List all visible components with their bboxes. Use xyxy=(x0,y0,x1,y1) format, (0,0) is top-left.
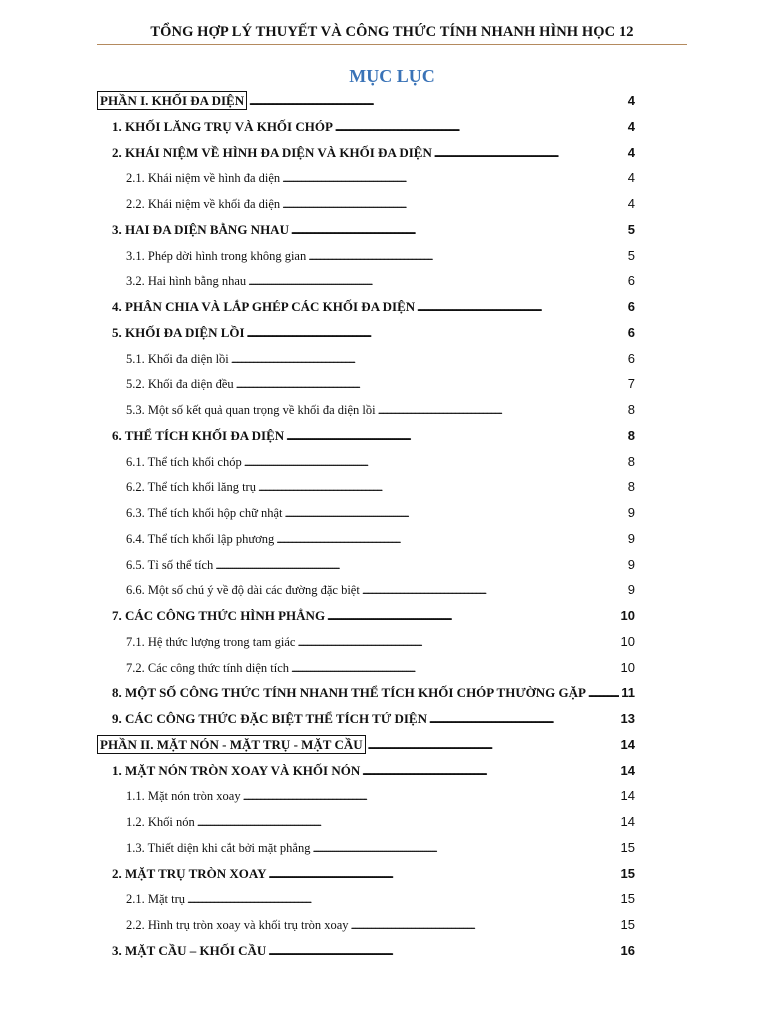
toc-section-entry[interactable] xyxy=(112,761,635,781)
toc-leader-dots xyxy=(351,915,619,935)
toc-leader-dots xyxy=(236,374,626,394)
toc-page-number: 15 xyxy=(620,917,635,932)
toc-leader-dots xyxy=(258,477,626,497)
toc-subsection-entry[interactable] xyxy=(126,400,635,420)
toc-entry-label: 2. MẶT TRỤ TRÒN XOAY xyxy=(112,865,267,881)
toc-entry-label: 6.3. Thể tích khối hộp chữ nhật xyxy=(126,506,283,520)
toc-entry-label: 1.2. Khối nón xyxy=(126,815,195,829)
toc-entry-label: 7. CÁC CÔNG THỨC HÌNH PHẲNG xyxy=(112,608,326,623)
toc-page-number: 8 xyxy=(627,453,635,469)
toc-subsection-entry[interactable] xyxy=(126,246,635,266)
toc-leader-dots xyxy=(248,271,626,291)
toc-section-entry[interactable] xyxy=(112,941,635,961)
toc-leader-dots xyxy=(285,503,626,523)
toc-leader-dots xyxy=(368,735,619,755)
toc-entry-label: 8. MỘT SỐ CÔNG THỨC TÍNH NHANH THỂ TÍCH KHỐI CHÓP THƯỜNG GẶP xyxy=(112,685,586,701)
toc-subsection-entry[interactable] xyxy=(126,555,635,575)
toc-page-number: 5 xyxy=(627,221,635,237)
toc-page-number: 15 xyxy=(620,839,635,855)
toc-entry-label: 3.1. Phép dời hình trong không gian xyxy=(126,248,307,263)
toc-page-number: 10 xyxy=(620,608,635,623)
toc-entry-label: 2. KHÁI NIỆM VỀ HÌNH ĐA DIỆN VÀ KHỐI ĐA DIỆN xyxy=(112,144,432,160)
toc-leader-dots xyxy=(297,632,618,652)
toc-page-number: 9 xyxy=(627,530,635,546)
toc-entry-label: 1.1. Mặt nón tròn xoay xyxy=(126,789,241,804)
toc-leader-dots xyxy=(282,194,626,214)
toc-leader-dots xyxy=(429,709,619,729)
toc-section-entry[interactable] xyxy=(112,683,635,703)
toc-leader-dots xyxy=(335,117,626,137)
toc-page-number: 13 xyxy=(620,711,635,726)
toc-page-number: 6 xyxy=(627,273,635,289)
toc-page-number: 15 xyxy=(620,891,635,907)
toc-leader-dots xyxy=(244,452,626,472)
toc-entry-label: 1. MẶT NÓN TRÒN XOAY VÀ KHỐI NÓN xyxy=(112,762,361,778)
toc-subsection-entry[interactable] xyxy=(126,168,635,188)
toc-leader-dots xyxy=(362,761,618,781)
toc-page-number: 15 xyxy=(620,865,635,881)
toc-entry-label: 2.1. Khái niệm về hình đa diện xyxy=(126,171,281,186)
toc-entry-label: 5.1. Khối đa diện lồi xyxy=(126,351,229,366)
toc-page-number: 6 xyxy=(627,299,635,314)
toc-leader-dots xyxy=(417,297,626,317)
toc-entry-label: 6.2. Thể tích khối lăng trụ xyxy=(126,480,256,495)
toc-subsection-entry[interactable] xyxy=(126,374,635,394)
toc-subsection-entry[interactable] xyxy=(126,632,635,652)
toc-leader-dots xyxy=(247,323,626,343)
toc-page-number: 9 xyxy=(627,556,635,572)
toc-entry-label: 7.2. Các công thức tính diện tích xyxy=(126,660,289,675)
toc-section-entry[interactable] xyxy=(112,426,635,446)
toc-page-number: 8 xyxy=(627,479,635,495)
toc-entry-label: PHẦN I. KHỐI ĐA DIỆN xyxy=(97,91,247,110)
toc-entry-label: 5.2. Khối đa diện đều xyxy=(126,377,234,392)
toc-entry-label: PHẦN II. MẶT NÓN - MẶT TRỤ - MẶT CẦU xyxy=(97,735,366,754)
toc-part-entry[interactable] xyxy=(97,735,635,755)
toc-entry-label: 6.5. Tỉ số thể tích xyxy=(126,557,214,572)
toc-leader-dots xyxy=(215,555,626,575)
toc-page-number: 14 xyxy=(620,762,635,778)
toc-leader-dots xyxy=(276,529,626,549)
toc-leader-dots xyxy=(197,812,619,832)
toc-leader-dots xyxy=(312,838,618,858)
toc-leader-dots xyxy=(231,349,626,369)
toc-subsection-entry[interactable] xyxy=(126,580,635,600)
toc-page-number: 4 xyxy=(627,93,635,108)
toc-subsection-entry[interactable] xyxy=(126,452,635,472)
toc-leader-dots xyxy=(327,606,618,626)
toc-section-entry[interactable] xyxy=(112,297,635,317)
toc-page-number: 16 xyxy=(620,942,635,958)
toc-page-number: 11 xyxy=(621,685,635,701)
toc-page-number: 8 xyxy=(627,402,635,417)
toc-leader-dots xyxy=(268,941,618,961)
toc-entry-label: 4. PHÂN CHIA VÀ LẮP GHÉP CÁC KHỐI ĐA DIỆN xyxy=(112,299,416,314)
toc-page-number: 9 xyxy=(627,582,635,598)
toc-leader-dots xyxy=(249,91,626,111)
toc-subsection-entry[interactable] xyxy=(126,915,635,935)
toc-subsection-entry[interactable] xyxy=(126,271,635,291)
toc-leader-dots xyxy=(282,168,626,188)
toc-entry-label: 1. KHỐI LĂNG TRỤ VÀ KHỐI CHÓP xyxy=(112,118,333,134)
toc-section-entry[interactable] xyxy=(112,143,635,163)
toc-entry-label: 2.2. Khái niệm về khối đa diện xyxy=(126,197,281,211)
toc-leader-dots xyxy=(378,400,626,420)
toc-page-number: 4 xyxy=(627,170,635,186)
toc-entry-label: 3. HAI ĐA DIỆN BẰNG NHAU xyxy=(112,221,289,237)
toc-page-number: 5 xyxy=(627,247,635,263)
toc-section-entry[interactable] xyxy=(112,709,635,729)
toc-section-entry[interactable] xyxy=(112,864,635,884)
document-header: TỔNG HỢP LÝ THUYẾT VÀ CÔNG THỨC TÍNH NHANH HÌNH HỌC 12 xyxy=(150,24,634,40)
toc-leader-dots xyxy=(291,658,619,678)
toc-leader-dots xyxy=(268,864,618,884)
toc-entry-label: 7.1. Hệ thức lượng trong tam giác xyxy=(126,634,296,649)
toc-page-number: 14 xyxy=(620,814,635,829)
toc-subsection-entry[interactable] xyxy=(126,503,635,523)
toc-section-entry[interactable] xyxy=(112,117,635,137)
toc-entry-label: 6.4. Thể tích khối lập phương xyxy=(126,531,275,546)
toc-subsection-entry[interactable] xyxy=(126,477,635,497)
toc-leader-dots xyxy=(291,220,626,240)
toc-subsection-entry[interactable] xyxy=(126,812,635,832)
toc-page-number: 4 xyxy=(627,196,635,211)
toc-entry-label: 3.2. Hai hình bằng nhau xyxy=(126,274,247,289)
toc-leader-dots xyxy=(243,786,619,806)
toc-section-entry[interactable] xyxy=(112,220,635,240)
toc-title: MỤC LỤC xyxy=(349,66,435,86)
toc-page-number: 4 xyxy=(627,118,635,134)
toc-part-entry[interactable] xyxy=(97,91,635,111)
toc-subsection-entry[interactable] xyxy=(126,194,635,214)
toc-leader-dots xyxy=(362,580,626,600)
toc-page-number: 6 xyxy=(627,324,635,340)
toc-section-entry[interactable] xyxy=(112,323,635,343)
toc-subsection-entry[interactable] xyxy=(126,889,635,909)
toc-entry-label: 3. MẶT CẦU – KHỐI CẦU xyxy=(112,942,267,958)
toc-page-number: 14 xyxy=(620,788,635,804)
toc-page-number: 6 xyxy=(627,350,635,366)
toc-page-number: 7 xyxy=(627,376,635,392)
toc-page-number: 9 xyxy=(627,505,635,520)
toc-page-number: 14 xyxy=(620,736,635,752)
toc-page-number: 10 xyxy=(620,659,635,675)
toc-leader-dots xyxy=(434,143,626,163)
toc-entry-label: 6.6. Một số chú ý về độ dài các đường đặc biệt xyxy=(126,583,360,598)
toc-entry-label: 6.1. Thể tích khối chóp xyxy=(126,454,242,469)
toc-page-number: 8 xyxy=(627,427,635,443)
toc-entry-label: 5.3. Một số kết quả quan trọng về khối đa diện lồi xyxy=(126,403,376,417)
toc-entry-label: 2.2. Hình trụ tròn xoay và khối trụ tròn xoay xyxy=(126,918,349,932)
toc-leader-dots xyxy=(588,683,619,703)
toc-entry-label: 2.1. Mặt trụ xyxy=(126,892,186,907)
toc-entry-label: 9. CÁC CÔNG THỨC ĐẶC BIỆT THỂ TÍCH TỨ DIỆN xyxy=(112,711,427,726)
toc-leader-dots xyxy=(187,889,619,909)
toc-page-number: 10 xyxy=(620,633,635,649)
header-divider xyxy=(97,44,687,45)
toc-page-number: 4 xyxy=(627,144,635,160)
toc-subsection-entry[interactable] xyxy=(126,838,635,858)
toc-subsection-entry[interactable] xyxy=(126,658,635,678)
toc-subsection-entry[interactable] xyxy=(126,529,635,549)
toc-leader-dots xyxy=(286,426,626,446)
toc-entry-label: 5. KHỐI ĐA DIỆN LỒI xyxy=(112,324,245,340)
toc-leader-dots xyxy=(308,246,626,266)
toc-entry-label: 6. THỂ TÍCH KHỐI ĐA DIỆN xyxy=(112,427,285,443)
toc-section-entry[interactable] xyxy=(112,606,635,626)
toc-entry-label: 1.3. Thiết diện khi cắt bởi mặt phẳng xyxy=(126,840,311,855)
toc-subsection-entry[interactable] xyxy=(126,786,635,806)
toc-subsection-entry[interactable] xyxy=(126,349,635,369)
